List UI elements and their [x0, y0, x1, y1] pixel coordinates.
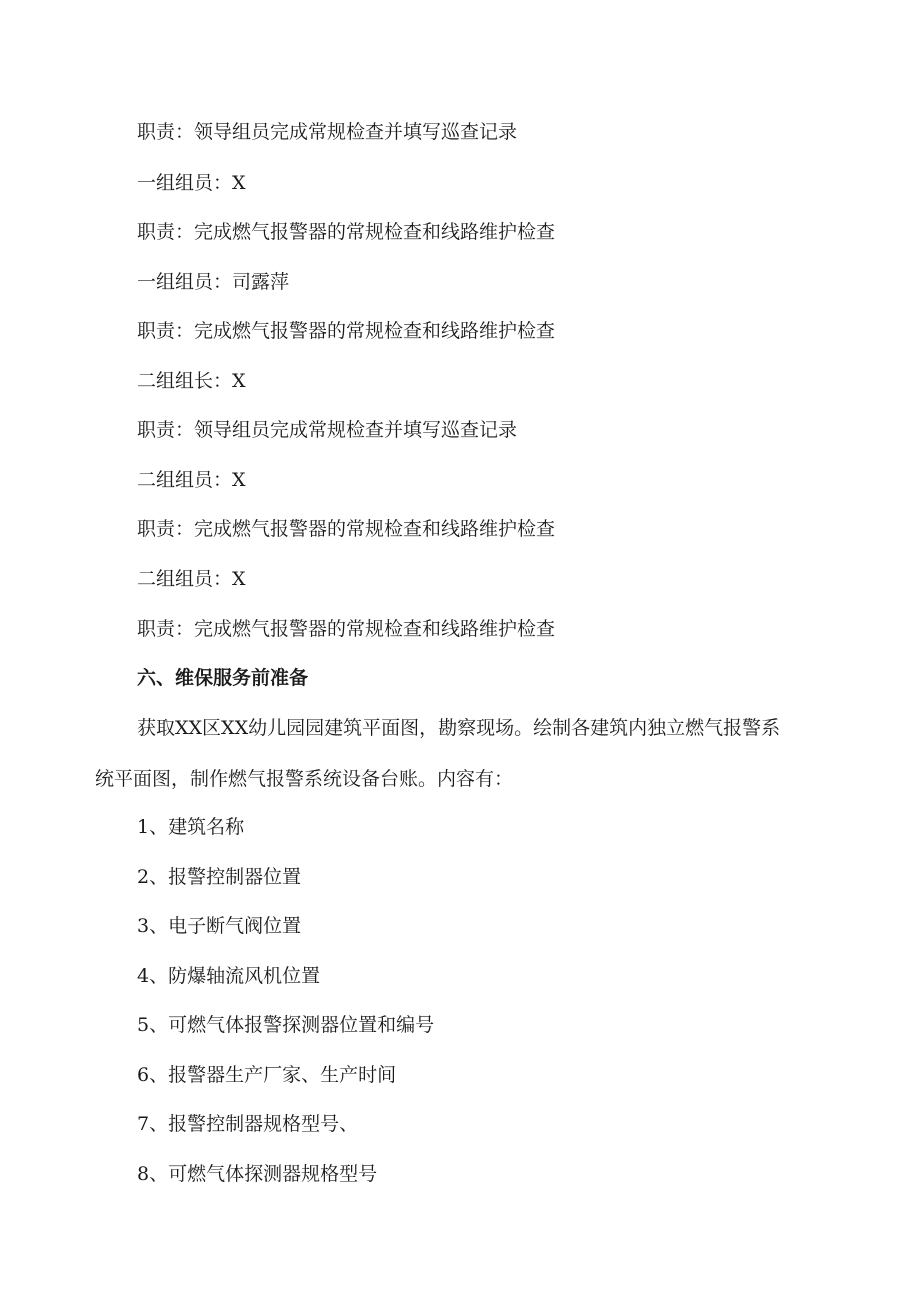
section-heading: 六、维保服务前准备 — [137, 667, 309, 689]
list-item: 6、报警器生产厂家、生产时间 — [137, 1064, 397, 1086]
list-item: 3、电子断气阀位置 — [137, 915, 302, 937]
list-item: 7、报警控制器规格型号、 — [137, 1113, 359, 1135]
member-line: 一组组员：X — [137, 172, 246, 194]
list-item: 5、可燃气体报警探测器位置和编号 — [137, 1014, 435, 1036]
member-line: 一组组员：司露萍 — [137, 271, 290, 293]
paragraph-line-1: 获取XX区XX幼儿园园建筑平面图，勘察现场。绘制各建筑内独立燃气报警系 — [137, 717, 781, 739]
list-item: 2、报警控制器位置 — [137, 866, 302, 888]
duty-line: 职责：完成燃气报警器的常规检查和线路维护检查 — [137, 221, 556, 243]
list-item: 8、可燃气体探测器规格型号 — [137, 1163, 378, 1185]
list-item: 4、防爆轴流风机位置 — [137, 965, 321, 987]
list-item: 1、建筑名称 — [137, 816, 245, 838]
duty-line: 职责：完成燃气报警器的常规检查和线路维护检查 — [137, 618, 556, 640]
leader-line: 二组组长：X — [137, 370, 246, 392]
duty-line: 职责：完成燃气报警器的常规检查和线路维护检查 — [137, 320, 556, 342]
duty-line: 职责：领导组员完成常规检查并填写巡查记录 — [137, 419, 518, 441]
duty-line: 职责：领导组员完成常规检查并填写巡查记录 — [137, 121, 518, 143]
member-line: 二组组员：X — [137, 469, 246, 491]
duty-line: 职责：完成燃气报警器的常规检查和线路维护检查 — [137, 518, 556, 540]
member-line: 二组组员：X — [137, 568, 246, 590]
paragraph-line-2: 统平面图，制作燃气报警系统设备台账。内容有： — [95, 768, 514, 790]
